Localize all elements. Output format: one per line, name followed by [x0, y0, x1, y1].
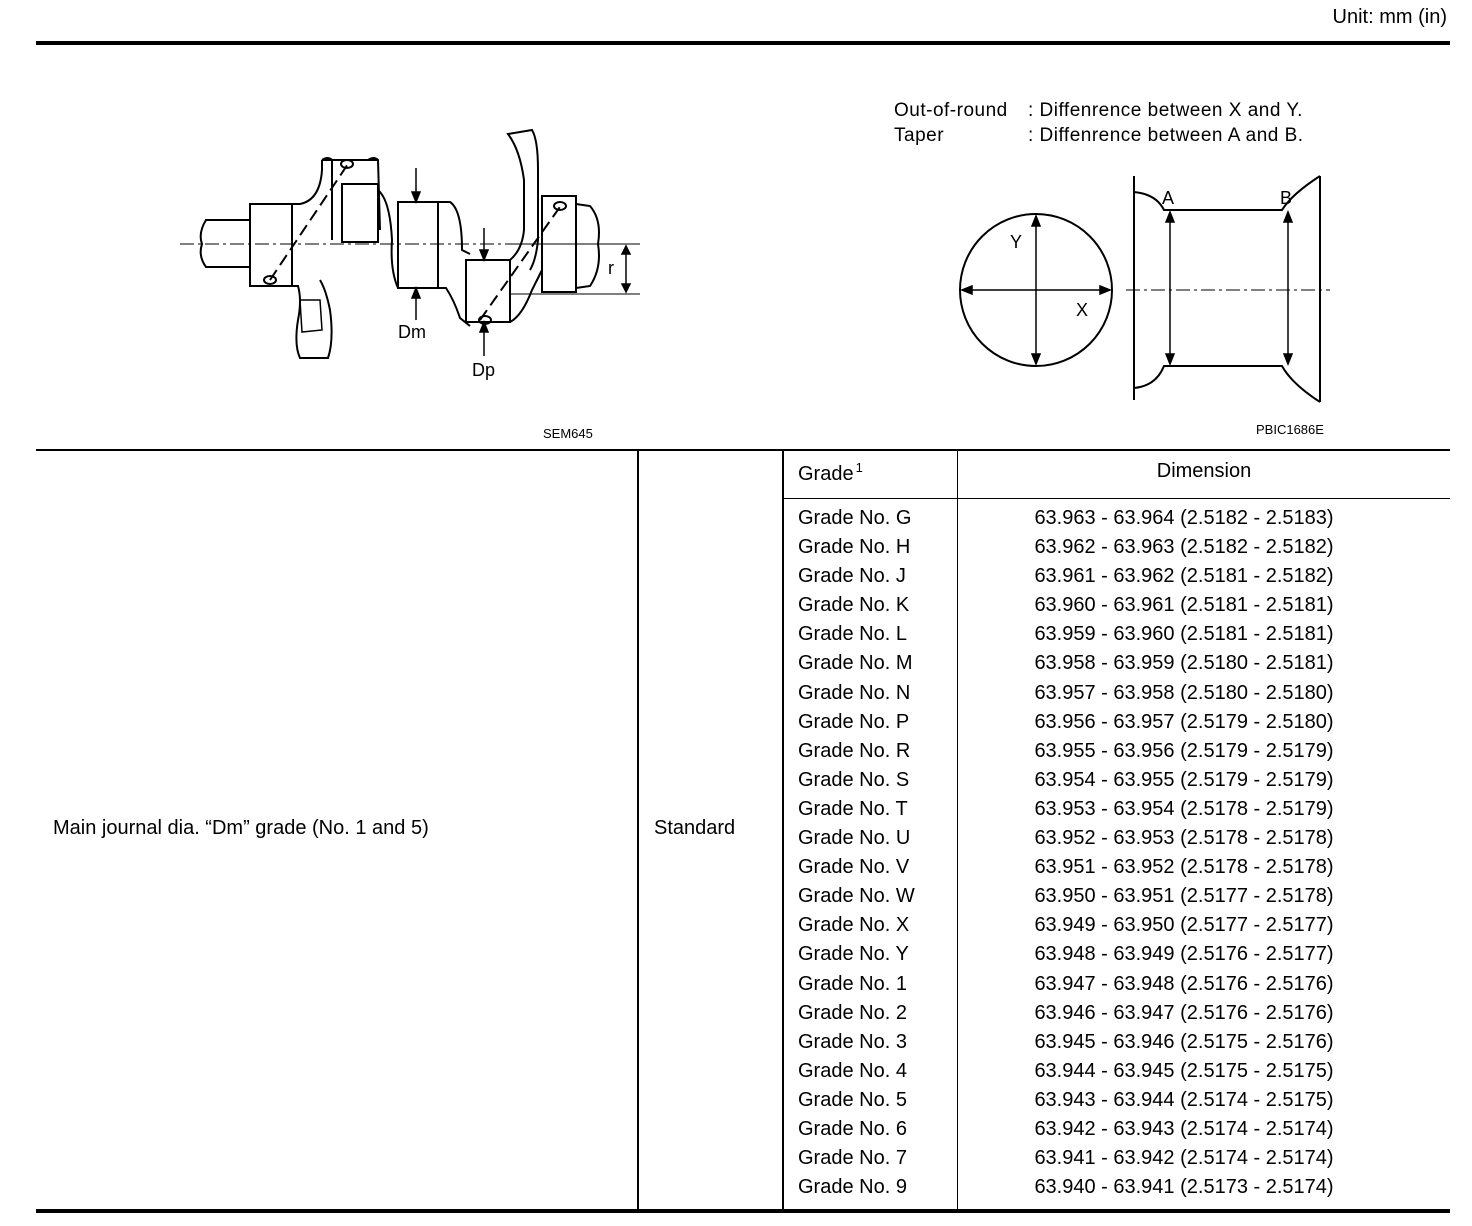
table-row	[798, 1086, 1450, 1115]
grade-footnote: 1	[855, 460, 863, 475]
measurement-figure	[950, 170, 1340, 410]
x-label: X	[1076, 300, 1089, 320]
dimension-cell: 63.952 - 63.953 (2.5178 - 2.5178)	[1034, 827, 1334, 850]
grade-cell: Grade No. 2	[798, 1001, 907, 1024]
dimension-cell: 63.947 - 63.948 (2.5176 - 2.5176)	[1034, 972, 1334, 995]
grade-cell: Grade No. 7	[798, 1147, 907, 1170]
grade-cell: Grade No. 6	[798, 1117, 907, 1140]
table-divider	[637, 450, 639, 1210]
dimension-cell: 63.955 - 63.956 (2.5179 - 2.5179)	[1034, 739, 1334, 762]
dimension-cell: 63.948 - 63.949 (2.5176 - 2.5177)	[1034, 943, 1334, 966]
top-rule	[36, 41, 1450, 45]
grade-cell: Grade No. V	[798, 856, 910, 879]
note-term: Taper	[894, 125, 945, 146]
grade-cell: Grade No. U	[798, 827, 911, 850]
grade-header	[798, 460, 863, 486]
unit-label: Unit: mm (in)	[1332, 6, 1447, 28]
table-row	[798, 940, 1450, 969]
grade-cell: Grade No. 9	[798, 1176, 907, 1199]
grade-cell: Grade No. S	[798, 768, 910, 791]
table-bottom-rule	[36, 1209, 1450, 1213]
dimension-cell: 63.943 - 63.944 (2.5174 - 2.5175)	[1034, 1088, 1334, 1111]
grade-cell: Grade No. X	[798, 914, 910, 937]
table-row	[798, 620, 1450, 649]
dimension-cell: 63.941 - 63.942 (2.5174 - 2.5174)	[1034, 1147, 1334, 1170]
dimension-cell: 63.956 - 63.957 (2.5179 - 2.5180)	[1034, 710, 1334, 733]
table-divider	[782, 450, 784, 1210]
dimension-cell: 63.942 - 63.943 (2.5174 - 2.5174)	[1034, 1117, 1334, 1140]
category-label: Standard	[654, 817, 736, 839]
y-label: Y	[1010, 232, 1023, 252]
dimension-cell: 63.954 - 63.955 (2.5179 - 2.5179)	[1034, 768, 1334, 791]
table-row	[798, 708, 1450, 737]
table-row	[798, 1028, 1450, 1057]
note-out-of-round	[894, 98, 1304, 123]
dimension-cell: 63.961 - 63.962 (2.5181 - 2.5182)	[1034, 565, 1334, 588]
dimension-cell: 63.950 - 63.951 (2.5177 - 2.5178)	[1034, 885, 1334, 908]
grade-cell: Grade No. N	[798, 681, 911, 704]
table-row	[798, 1173, 1450, 1202]
table-top-rule	[36, 449, 1450, 451]
grade-cell: Grade No. R	[798, 739, 911, 762]
dm-label: Dm	[398, 322, 426, 342]
grade-cell: Grade No. 1	[798, 972, 907, 995]
grade-table-body	[798, 504, 1450, 1202]
grade-cell: Grade No. J	[798, 565, 906, 588]
dimension-cell: 63.951 - 63.952 (2.5178 - 2.5178)	[1034, 856, 1334, 879]
dimension-cell: 63.944 - 63.945 (2.5175 - 2.5175)	[1034, 1059, 1334, 1082]
a-label: A	[1162, 188, 1175, 208]
definition-notes	[894, 98, 1304, 148]
grade-cell: Grade No. 4	[798, 1059, 907, 1082]
grade-cell: Grade No. 5	[798, 1088, 907, 1111]
dimension-cell: 63.953 - 63.954 (2.5178 - 2.5179)	[1034, 797, 1334, 820]
table-row	[798, 562, 1450, 591]
dimension-cell: 63.960 - 63.961 (2.5181 - 2.5181)	[1034, 594, 1334, 617]
note-taper	[894, 123, 1304, 148]
grade-cell: Grade No. L	[798, 623, 907, 646]
table-row	[798, 1057, 1450, 1086]
note-term: Out-of-round	[894, 100, 1008, 121]
dimension-cell: 63.946 - 63.947 (2.5176 - 2.5176)	[1034, 1001, 1334, 1024]
dimension-cell: 63.959 - 63.960 (2.5181 - 2.5181)	[1034, 623, 1334, 646]
dimension-cell: 63.958 - 63.959 (2.5180 - 2.5181)	[1034, 652, 1334, 675]
header-divider	[783, 498, 1450, 499]
r-label: r	[608, 258, 614, 278]
dp-label: Dp	[472, 360, 496, 380]
grade-cell: Grade No. G	[798, 507, 912, 529]
dimension-cell: 63.957 - 63.958 (2.5180 - 2.5180)	[1034, 681, 1334, 704]
grade-cell: Grade No. K	[798, 594, 910, 617]
table-row	[798, 737, 1450, 766]
table-row	[798, 533, 1450, 562]
dimension-cell: 63.940 - 63.941 (2.5173 - 2.5174)	[1034, 1176, 1334, 1199]
table-row	[798, 999, 1450, 1028]
grade-cell: Grade No. W	[798, 885, 915, 908]
note-definition: : Diffenrence between X and Y.	[1028, 100, 1303, 121]
crankshaft-figure	[170, 120, 650, 390]
table-row	[798, 649, 1450, 678]
table-row	[798, 766, 1450, 795]
grade-cell: Grade No. P	[798, 710, 910, 733]
right-figure-caption: PBIC1686E	[1256, 422, 1324, 437]
dimension-cell: 63.962 - 63.963 (2.5182 - 2.5182)	[1034, 536, 1334, 559]
table-row	[798, 911, 1450, 940]
table-row	[798, 1115, 1450, 1144]
dimension-cell: 63.963 - 63.964 (2.5182 - 2.5183)	[1034, 507, 1334, 529]
table-row	[798, 679, 1450, 708]
table-row	[798, 970, 1450, 999]
grade-header-label: Grade	[798, 463, 854, 485]
left-figure-caption: SEM645	[543, 426, 593, 441]
table-row	[798, 824, 1450, 853]
grade-cell: Grade No. Y	[798, 943, 909, 966]
dimension-cell: 63.945 - 63.946 (2.5175 - 2.5176)	[1034, 1030, 1334, 1053]
grade-cell: Grade No. T	[798, 797, 908, 820]
item-label: Main journal dia. “Dm” grade (No. 1 and 5)	[53, 817, 429, 839]
table-row	[798, 504, 1450, 533]
grade-cell: Grade No. H	[798, 536, 911, 559]
grade-cell: Grade No. M	[798, 652, 913, 675]
dimension-header: Dimension	[1156, 460, 1252, 482]
table-row	[798, 591, 1450, 620]
b-label: B	[1280, 188, 1293, 208]
note-definition: : Diffenrence between A and B.	[1028, 125, 1304, 146]
dimension-cell: 63.949 - 63.950 (2.5177 - 2.5177)	[1034, 914, 1334, 937]
table-row	[798, 795, 1450, 824]
grade-cell: Grade No. 3	[798, 1030, 907, 1053]
table-row	[798, 853, 1450, 882]
table-row	[798, 882, 1450, 911]
table-row	[798, 1144, 1450, 1173]
